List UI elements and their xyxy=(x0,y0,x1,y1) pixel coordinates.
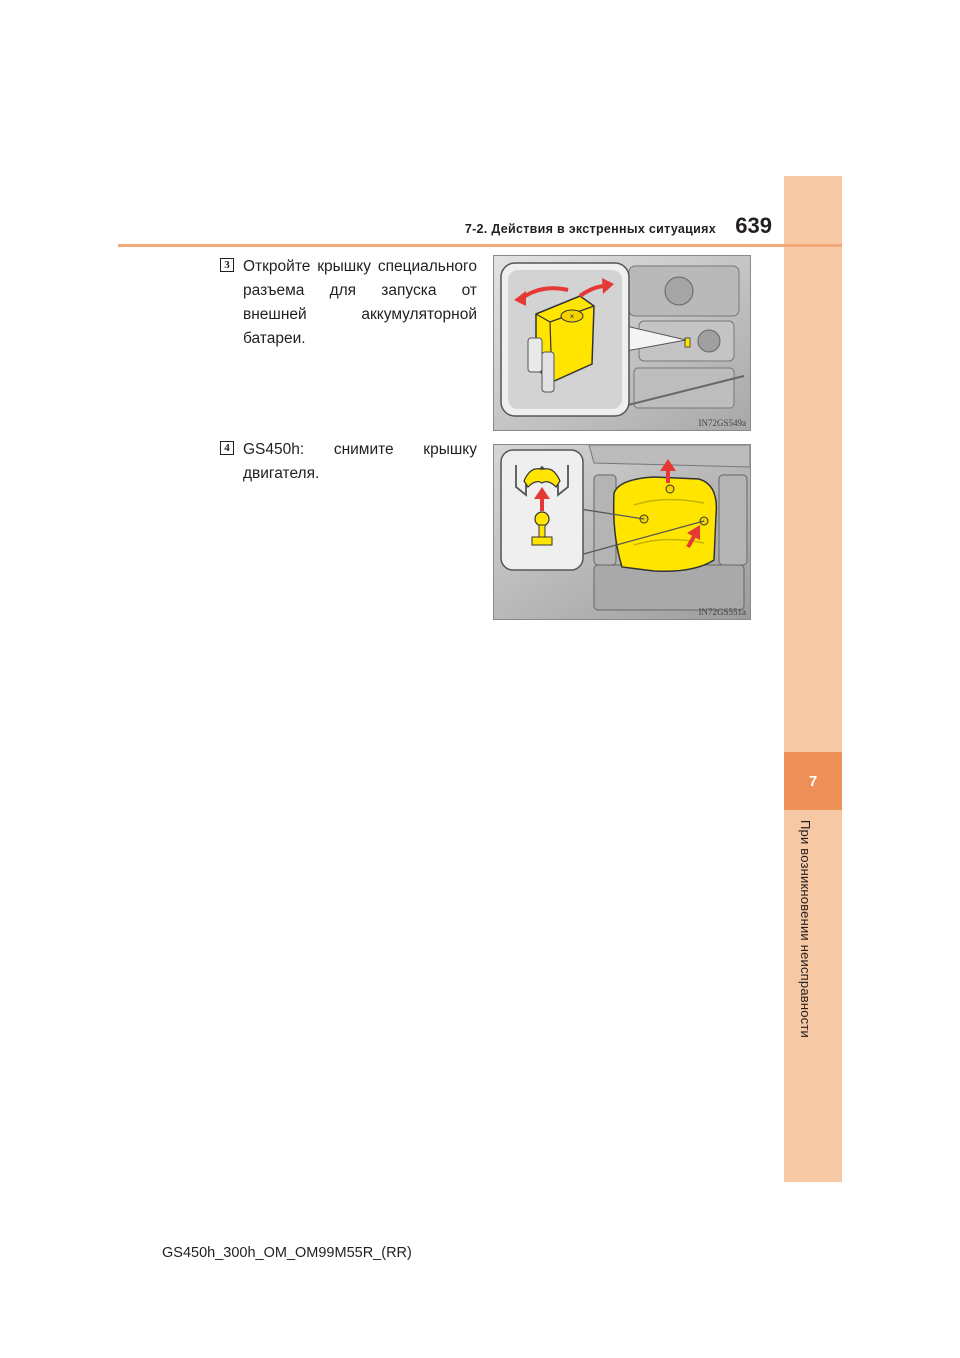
header-rule xyxy=(118,244,842,247)
engine-cover-illustration xyxy=(494,445,750,619)
chapter-side-tab xyxy=(784,176,842,1182)
svg-text:×: × xyxy=(569,312,575,321)
step-text-4: GS450h: снимите крышку двигателя. xyxy=(243,441,477,482)
page-number: 639 xyxy=(735,213,772,238)
step-text-3: Откройте крышку специального разъема для запуска от внешней аккумуляторной батареи. xyxy=(243,258,477,347)
figure-engine-cover xyxy=(493,444,751,620)
footer-doc-code: GS450h_300h_OM_OM99M55R_(RR) xyxy=(162,1245,412,1261)
step-badge-4: 4 xyxy=(220,441,234,455)
figure-code: IN72GS549a xyxy=(698,418,746,428)
step-badge-3: 3 xyxy=(220,258,234,272)
chapter-number-tab[interactable]: 7 xyxy=(784,752,842,810)
figure-code: IN72GS551a xyxy=(698,607,746,617)
figure-battery-connector-cover xyxy=(493,255,751,431)
chapter-caption: При возникновении неисправности xyxy=(798,820,813,1038)
engine-bay-illustration xyxy=(494,256,750,430)
section-title: 7-2. Действия в экстренных ситуациях xyxy=(464,222,716,236)
